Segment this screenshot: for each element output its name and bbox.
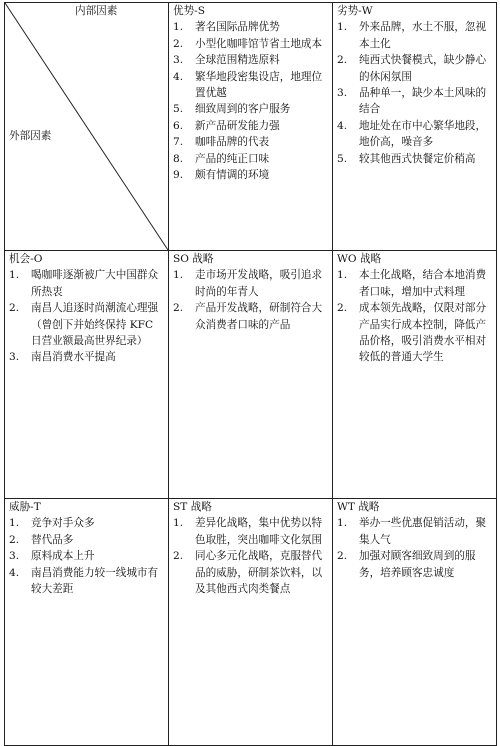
weaknesses-title: 劣势-W — [337, 5, 373, 17]
list-item: 1. 差异化战略，集中优势以特色取胜，突出咖啡文化氛围 — [173, 517, 323, 546]
list-item: 2. 替代品多 — [9, 533, 74, 546]
list-item: 2. 同心多元化战略，克服替代品的威胁，研制茶饮料，以及其他西式肉类餐点 — [173, 550, 323, 596]
strengths-cell — [169, 3, 333, 251]
list-item: 3. 品种单一，缺少本土风味的结合 — [337, 87, 487, 116]
threats-cell — [5, 499, 169, 746]
so-strategy-title: SO 战略 — [173, 253, 214, 265]
list-item: 6. 新产品研发能力强 — [173, 119, 280, 132]
strengths-list — [173, 19, 328, 183]
threats-title: 威胁-T — [9, 501, 41, 513]
list-item: 7. 咖啡品牌的代表 — [173, 136, 270, 149]
list-item: 2. 加强对顾客细致周到的服务，培养顾客忠诚度 — [337, 550, 476, 579]
list-item: 2. 产品开发战略，研制符合大众消费者口味的产品 — [173, 302, 323, 331]
wo-strategy-title: WO 战略 — [337, 253, 382, 265]
opportunities-row — [5, 251, 497, 499]
internal-factors-label: 内部因素 — [75, 5, 118, 17]
diagonal-header-cell — [5, 3, 169, 251]
diagonal-line — [5, 3, 168, 250]
list-item: 4. 繁华地段密集设店，地理位置优越 — [173, 70, 323, 100]
external-factors-label: 外部因素 — [9, 130, 52, 142]
list-item: 3. 全球范围精选原料 — [173, 54, 280, 67]
list-item: 1. 著名国际品牌优势 — [173, 21, 280, 34]
header-row — [5, 3, 497, 251]
st-strategy-list — [173, 515, 328, 597]
list-item: 1. 举办一些优惠促销活动，聚集人气 — [337, 517, 487, 546]
list-item: 1. 走市场开发战略，吸引追求时尚的年青人 — [173, 269, 323, 298]
threats-list — [9, 515, 164, 597]
list-item: 4. 地址处在市中心繁华地段，地价高，噪音多 — [337, 119, 487, 149]
list-item: 1. 本土化战略，结合本地消费者口味，增加中式料理 — [337, 269, 487, 298]
list-item: 2. 南昌人追逐时尚潮流心理强（曾创下并始终保持 KFC 日营业额最高世界纪录） — [9, 302, 159, 348]
swot-matrix-table — [4, 2, 497, 746]
list-item: 1. 竞争对手众多 — [9, 517, 95, 530]
list-item: 1. 喝咖啡逐渐被广大中国群众所热衷 — [9, 269, 159, 298]
wt-strategy-title: WT 战略 — [337, 501, 380, 513]
wt-strategy-list — [337, 515, 492, 581]
list-item: 9. 颇有情调的环境 — [173, 169, 270, 182]
so-strategy-cell — [169, 251, 333, 499]
st-strategy-cell — [169, 499, 333, 746]
list-item: 2. 纯西式快餐模式，缺少静心的休闲氛围 — [337, 54, 487, 83]
list-item: 4. 南昌消费能力较一线城市有较大差距 — [9, 566, 159, 596]
wt-strategy-cell — [333, 499, 497, 746]
wo-strategy-cell — [333, 251, 497, 499]
list-item: 5. 较其他西式快餐定价稍高 — [337, 152, 476, 165]
list-item: 5. 细致周到的客户服务 — [173, 103, 291, 116]
opportunities-cell — [5, 251, 169, 499]
list-item: 3. 南昌消费水平提高 — [9, 351, 116, 364]
threats-row — [5, 499, 497, 746]
list-item: 1. 外来品牌，水土不服，忽视本土化 — [337, 21, 487, 50]
wo-strategy-list — [337, 267, 492, 365]
strengths-title: 优势-S — [173, 5, 206, 17]
opportunities-title: 机会-O — [9, 253, 43, 265]
list-item: 2. 小型化咖啡馆节省土地成本 — [173, 37, 323, 50]
so-strategy-list — [173, 267, 328, 333]
weaknesses-cell — [333, 3, 497, 251]
list-item: 2. 成本领先战略，仅限对部分产品实行成本控制，降低产品价格，吸引消费水平相对较低的普通大学生 — [337, 302, 487, 364]
weaknesses-list — [337, 19, 492, 167]
list-item: 3. 原料成本上升 — [9, 550, 95, 563]
opportunities-list — [9, 267, 164, 365]
list-item: 8. 产品的纯正口味 — [173, 152, 270, 165]
st-strategy-title: ST 战略 — [173, 501, 212, 513]
